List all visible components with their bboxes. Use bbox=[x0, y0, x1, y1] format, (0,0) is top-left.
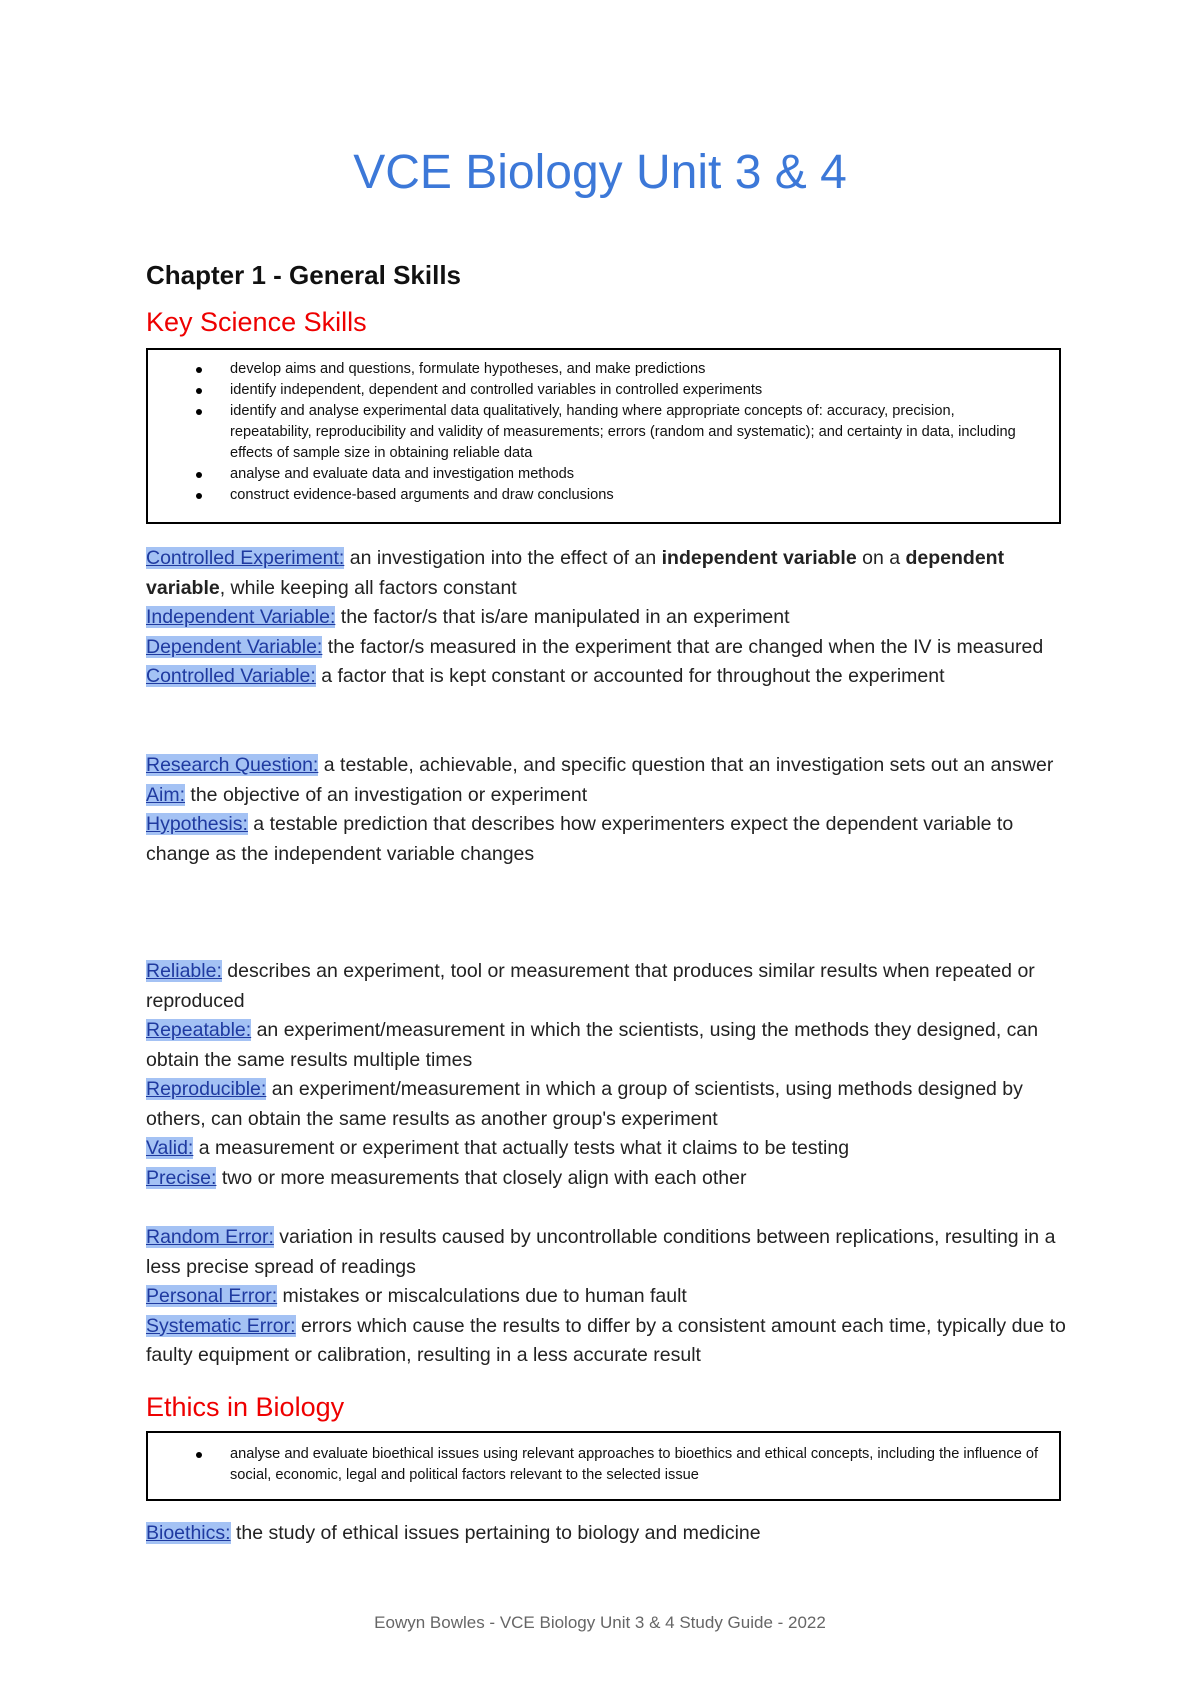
list-item: identify and analyse experimental data qualitatively, handing where appropriate concepts of: accuracy, precision, repeatability, reproducibility and validity of measurements; errors (random and systematic); and certainty in data, including effects of sample size in obtaining reliable data bbox=[148, 401, 1059, 464]
definition-bold-text: dependent variable bbox=[146, 547, 1005, 599]
definition-term: Repeatable: bbox=[146, 1019, 252, 1041]
definition-reproducible bbox=[146, 1075, 1066, 1134]
definition-controlled-variable bbox=[146, 662, 1066, 692]
definition-term: Reproducible: bbox=[146, 1078, 267, 1100]
definition-text: on a bbox=[856, 547, 906, 569]
definition-term: Precise: bbox=[146, 1166, 217, 1189]
list-item: develop aims and questions, formulate hypotheses, and make predictions bbox=[148, 359, 1059, 380]
definition-independent-variable bbox=[146, 603, 1066, 633]
definition-text: a factor that is kept constant or accounted for throughout the experiment bbox=[315, 665, 945, 687]
definition-term: Bioethics: bbox=[146, 1522, 231, 1544]
definition-text: the factor/s measured in the experiment that are changed when the IV is measured bbox=[322, 635, 1044, 658]
list-item: construct evidence-based arguments and draw conclusions bbox=[148, 485, 1059, 506]
definition-text: a testable prediction that describes how experimenters expect the dependent variable to change as the independent variable changes bbox=[146, 813, 1014, 865]
definition-text: the objective of an investigation or experiment bbox=[185, 783, 588, 806]
list-item: analyse and evaluate bioethical issues using relevant approaches to bioethics and ethical concepts, including the influence of social, economic, legal and political factors relevant to the selected issue bbox=[148, 1444, 1059, 1486]
ethics-heading: Ethics in Biology bbox=[146, 1392, 345, 1422]
document-title: VCE Biology Unit 3 & 4 bbox=[353, 146, 847, 199]
definition-dependent-variable bbox=[146, 633, 1066, 663]
key-science-skills-box bbox=[146, 348, 1061, 524]
definition-precise bbox=[146, 1164, 1066, 1194]
definition-valid bbox=[146, 1134, 1066, 1164]
definition-bold-text: independent variable bbox=[661, 547, 857, 569]
definition-text: an investigation into the effect of an bbox=[344, 547, 662, 569]
definition-term: Research Question: bbox=[146, 754, 319, 776]
ethics-list bbox=[148, 1444, 1059, 1486]
definition-term: Controlled Experiment: bbox=[146, 547, 345, 569]
key-science-skills-list bbox=[148, 359, 1059, 506]
definition-text: an experiment/measurement in which a group of scientists, using methods designed by others, can obtain the same results as another group's experiment bbox=[146, 1078, 1023, 1130]
definitions-errors bbox=[146, 1223, 1066, 1371]
definition-text: describes an experiment, tool or measurement that produces similar results when repeated or reproduced bbox=[146, 960, 1035, 1012]
definition-term: Systematic Error: bbox=[146, 1314, 296, 1337]
key-science-skills-heading: Key Science Skills bbox=[146, 307, 367, 337]
definition-text: the factor/s that is/are manipulated in an experiment bbox=[335, 606, 790, 628]
definition-text: a measurement or experiment that actually tests what it claims to be testing bbox=[193, 1137, 850, 1159]
definition-term: Random Error: bbox=[146, 1226, 274, 1248]
definition-text: mistakes or miscalculations due to human fault bbox=[277, 1285, 687, 1307]
definition-controlled-experiment bbox=[146, 544, 1066, 603]
definition-term: Hypothesis: bbox=[146, 813, 248, 835]
page-footer: Eowyn Bowles - VCE Biology Unit 3 & 4 Study Guide - 2022 bbox=[374, 1613, 826, 1632]
list-item: analyse and evaluate data and investigation methods bbox=[148, 464, 1059, 485]
definition-term: Personal Error: bbox=[146, 1285, 278, 1307]
definition-term: Dependent Variable: bbox=[146, 635, 323, 658]
definition-reliable bbox=[146, 957, 1066, 1016]
definition-text: an experiment/measurement in which the scientists, using the methods they designed, can obtain the same results multiple times bbox=[146, 1019, 1039, 1071]
definition-repeatable bbox=[146, 1016, 1066, 1075]
definition-random-error bbox=[146, 1223, 1066, 1282]
chapter-heading: Chapter 1 - General Skills bbox=[146, 260, 462, 290]
ethics-box bbox=[146, 1431, 1061, 1501]
definition-text: variation in results caused by uncontrollable conditions between replications, resulting in a less precise spread of readings bbox=[146, 1226, 1056, 1278]
definition-term: Reliable: bbox=[146, 960, 222, 982]
definition-hypothesis bbox=[146, 810, 1066, 869]
definition-text: a testable, achievable, and specific question that an investigation sets out an answer bbox=[318, 754, 1054, 776]
definitions-bioethics bbox=[146, 1519, 1066, 1549]
definition-aim bbox=[146, 781, 1066, 811]
definition-term: Aim: bbox=[146, 783, 185, 806]
definitions-variables bbox=[146, 544, 1066, 692]
definition-text: errors which cause the results to differ by a consistent amount each time, typically due to faulty equipment or calibration, resulting in a less accurate result bbox=[146, 1314, 1066, 1366]
definition-text: the study of ethical issues pertaining to biology and medicine bbox=[230, 1522, 761, 1544]
definition-text: , while keeping all factors constant bbox=[219, 576, 517, 599]
definitions-data-quality bbox=[146, 957, 1066, 1193]
definition-personal-error bbox=[146, 1282, 1066, 1312]
definition-term: Independent Variable: bbox=[146, 606, 336, 628]
definition-term: Controlled Variable: bbox=[146, 665, 316, 687]
definitions-investigation bbox=[146, 751, 1066, 869]
definition-text: two or more measurements that closely align with each other bbox=[216, 1166, 747, 1189]
list-item: identify independent, dependent and controlled variables in controlled experiments bbox=[148, 380, 1059, 401]
definition-term: Valid: bbox=[146, 1137, 194, 1159]
definition-bioethics bbox=[146, 1519, 1066, 1549]
definition-systematic-error bbox=[146, 1312, 1066, 1371]
definition-research-question bbox=[146, 751, 1066, 781]
